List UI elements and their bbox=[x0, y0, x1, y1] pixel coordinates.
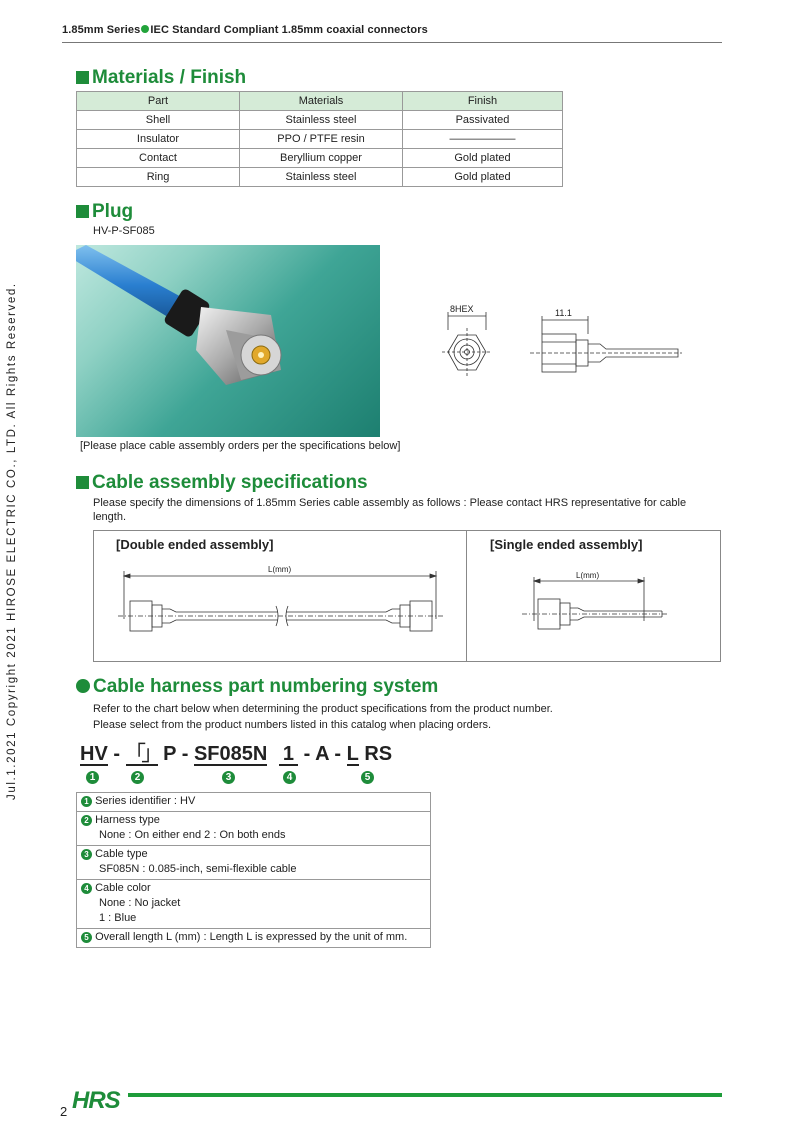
footer-line bbox=[128, 1093, 722, 1097]
table-row bbox=[77, 130, 563, 149]
part-number-legend bbox=[76, 792, 431, 948]
legend-cell bbox=[77, 812, 431, 846]
table-cell: Stainless steel bbox=[240, 111, 403, 130]
double-ended-label: [Double ended assembly] bbox=[116, 537, 274, 552]
plug-title-text: Plug bbox=[92, 201, 134, 222]
legend-harness-type-values: None : On either end 2 : On both ends bbox=[99, 829, 286, 841]
series-label: 1.85mm Series bbox=[62, 24, 141, 36]
table-cell: Beryllium copper bbox=[240, 149, 403, 168]
plug-photo bbox=[76, 245, 380, 437]
single-ended-drawing bbox=[514, 571, 674, 651]
pn-a: A bbox=[315, 743, 329, 765]
materials-title-text: Materials / Finish bbox=[92, 67, 247, 88]
pn-harness-type: 「」 bbox=[125, 743, 158, 765]
legend-cable-color-blue: 1 : Blue bbox=[99, 912, 137, 924]
plug-part-number: HV-P-SF085 bbox=[93, 225, 155, 237]
page-number: 2 bbox=[60, 1104, 68, 1119]
table-cell: Passivated bbox=[403, 111, 563, 130]
pn-dash: - bbox=[303, 743, 311, 765]
legend-length: Overall length L (mm) : Length L is expressed by the unit of mm. bbox=[95, 931, 408, 943]
marker-5-icon: 5 bbox=[81, 932, 92, 943]
length-label: L(mm) bbox=[268, 565, 292, 574]
pn-suffix: RS bbox=[364, 743, 393, 765]
part-number-diagram bbox=[80, 743, 392, 766]
pn-dash: - bbox=[334, 743, 341, 765]
marker-4-icon: 4 bbox=[81, 883, 92, 894]
circle-icon bbox=[76, 679, 90, 693]
marker-2-icon: 2 bbox=[81, 815, 92, 826]
legend-cable-type: Cable type bbox=[95, 848, 148, 860]
marker-5: 5 bbox=[361, 771, 374, 784]
cable-spec-description: Please specify the dimensions of 1.85mm Series cable assembly as follows : Please contact HRS representative for cable length. bbox=[93, 497, 687, 523]
plug-dimension-drawing bbox=[430, 300, 690, 390]
marker-1-icon: 1 bbox=[81, 796, 92, 807]
order-note: [Please place cable assembly orders per the specifications below] bbox=[80, 440, 401, 452]
legend-cell bbox=[77, 846, 431, 880]
table-cell: Insulator bbox=[77, 130, 240, 149]
marker-1: 1 bbox=[86, 771, 99, 784]
legend-cable-color: Cable color bbox=[95, 882, 151, 894]
legend-cell bbox=[77, 929, 431, 948]
table-cell: Shell bbox=[77, 111, 240, 130]
table-header: Part bbox=[77, 92, 240, 111]
plug-title bbox=[76, 201, 133, 223]
pn-series: HV bbox=[80, 743, 108, 765]
length-dimension-label: 11.1 bbox=[555, 308, 572, 318]
assembly-diagram-box bbox=[93, 530, 721, 662]
legend-row bbox=[77, 793, 431, 812]
table-cell: ―――――― bbox=[403, 130, 563, 149]
legend-row bbox=[77, 880, 431, 929]
cable-spec-title bbox=[76, 472, 368, 494]
materials-title bbox=[76, 67, 246, 89]
pn-dash: - bbox=[181, 743, 189, 765]
legend-cable-color-none: None : No jacket bbox=[99, 897, 181, 909]
harness-description-2: Please select from the product numbers listed in this catalog when placing orders. bbox=[93, 719, 492, 731]
hex-dimension-label: 8HEX bbox=[450, 304, 474, 314]
legend-cell bbox=[77, 880, 431, 929]
side-copyright: Jul.1.2021 Copyright 2021 HIROSE ELECTRIC CO., LTD. All Rights Reserved. bbox=[6, 282, 18, 800]
double-ended-drawing bbox=[118, 561, 448, 651]
pn-dash: - bbox=[113, 743, 121, 765]
header-divider bbox=[62, 42, 722, 43]
pn-cable-color: 1 bbox=[279, 744, 298, 766]
materials-table bbox=[76, 91, 563, 187]
hrs-logo: HRS bbox=[72, 1087, 120, 1114]
table-row bbox=[77, 149, 563, 168]
legend-row bbox=[77, 929, 431, 948]
legend-row bbox=[77, 812, 431, 846]
table-header: Finish bbox=[403, 92, 563, 111]
marker-3: 3 bbox=[222, 771, 235, 784]
table-cell: Ring bbox=[77, 168, 240, 187]
table-cell: Stainless steel bbox=[240, 168, 403, 187]
marker-3-icon: 3 bbox=[81, 849, 92, 860]
bullet-icon bbox=[141, 25, 149, 33]
harness-title-text: Cable harness part numbering system bbox=[93, 676, 439, 697]
pn-plug: P bbox=[163, 743, 177, 765]
length-label: L(mm) bbox=[576, 571, 600, 580]
harness-title bbox=[76, 676, 438, 698]
legend-series: Series identifier : HV bbox=[95, 795, 196, 807]
cable-spec-title-text: Cable assembly specifications bbox=[92, 472, 368, 493]
box-divider bbox=[466, 531, 467, 661]
pn-cable-type: SF085N bbox=[193, 743, 268, 765]
table-cell: Gold plated bbox=[403, 149, 563, 168]
table-header: Materials bbox=[240, 92, 403, 111]
table-row bbox=[77, 111, 563, 130]
harness-description-1: Refer to the chart below when determining the product specifications from the product number. bbox=[93, 703, 553, 715]
marker-2: 2 bbox=[131, 771, 144, 784]
legend-cell bbox=[77, 793, 431, 812]
marker-4: 4 bbox=[283, 771, 296, 784]
table-row bbox=[77, 168, 563, 187]
table-cell: Contact bbox=[77, 149, 240, 168]
square-icon bbox=[76, 205, 89, 218]
legend-row bbox=[77, 846, 431, 880]
legend-harness-type: Harness type bbox=[95, 814, 160, 826]
square-icon bbox=[76, 476, 89, 489]
table-header-row bbox=[77, 92, 563, 111]
header-title bbox=[62, 24, 428, 36]
plug-photo-image bbox=[76, 245, 380, 437]
header-subtitle: IEC Standard Compliant 1.85mm coaxial connectors bbox=[150, 24, 428, 36]
single-ended-label: [Single ended assembly] bbox=[490, 537, 643, 552]
square-icon bbox=[76, 71, 89, 84]
table-cell: PPO / PTFE resin bbox=[240, 130, 403, 149]
table-cell: Gold plated bbox=[403, 168, 563, 187]
pn-length: L bbox=[346, 743, 359, 765]
legend-cable-type-values: SF085N : 0.085-inch, semi-flexible cable bbox=[99, 863, 297, 875]
